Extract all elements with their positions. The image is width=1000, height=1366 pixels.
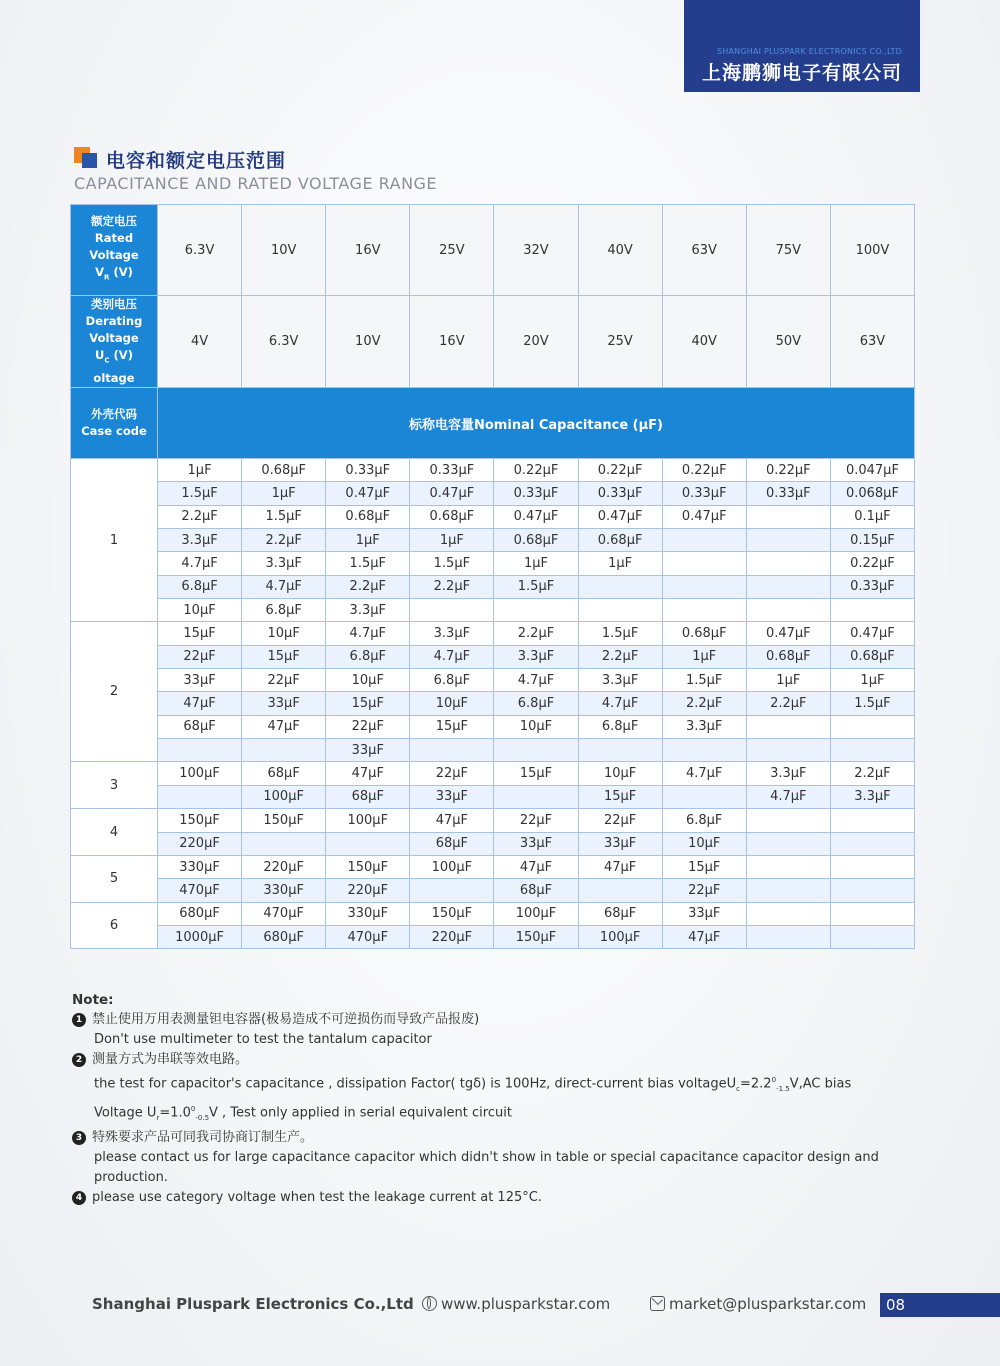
capacitance-cell: 47μF [662,925,746,948]
capacitance-cell [830,855,914,878]
derating-voltage-cell: 63V [830,296,914,388]
capacitance-cell [494,785,578,808]
case-code-header-row [71,388,915,459]
capacitance-cell: 220μF [158,832,242,855]
capacitance-cell: 100μF [158,762,242,785]
capacitance-cell [662,739,746,762]
capacitance-cell: 1μF [746,669,830,692]
capacitance-cell [662,575,746,598]
capacitance-cell: 15μF [158,622,242,645]
derating-voltage-cell: 20V [494,296,578,388]
case-code-cell: 1 [71,459,158,622]
capacitance-cell: 10μF [242,622,326,645]
capacitance-cell: 0.1μF [830,505,914,528]
capacitance-cell: 10μF [662,832,746,855]
capacitance-cell: 2.2μF [410,575,494,598]
capacitance-cell [746,715,830,738]
capacitance-cell [830,599,914,622]
capacitance-cell: 15μF [410,715,494,738]
capacitance-cell: 3.3μF [158,529,242,552]
table-row [71,785,915,808]
capacitance-cell: 6.8μF [158,575,242,598]
capacitance-cell: 0.047μF [830,459,914,482]
capacitance-cell: 1.5μF [242,505,326,528]
capacitance-cell: 0.33μF [830,575,914,598]
capacitance-cell: 0.33μF [494,482,578,505]
globe-icon [422,1296,437,1311]
capacitance-cell [410,879,494,902]
capacitance-cell: 2.2μF [746,692,830,715]
capacitance-cell: 6.8μF [494,692,578,715]
table-row [71,809,915,832]
bullet-3-icon: 3 [72,1131,86,1145]
case-code-cell: 3 [71,762,158,809]
capacitance-cell: 0.47μF [410,482,494,505]
capacitance-cell: 0.68μF [494,529,578,552]
table-row [71,902,915,925]
table-row [71,739,915,762]
capacitance-cell: 4.7μF [662,762,746,785]
table-row [71,482,915,505]
capacitance-cell: 2.2μF [830,762,914,785]
capacitance-cell: 0.47μF [326,482,410,505]
capacitance-cell: 15μF [242,645,326,668]
capacitance-cell: 1.5μF [830,692,914,715]
bullet-2-icon: 2 [72,1053,86,1067]
capacitance-cell: 6.8μF [242,599,326,622]
table-row [71,529,915,552]
capacitance-cell: 68μF [410,832,494,855]
capacitance-cell: 33μF [494,832,578,855]
capacitance-cell [746,925,830,948]
capacitance-cell: 47μF [578,855,662,878]
capacitance-cell: 330μF [242,879,326,902]
rated-voltage-cell: 32V [494,205,578,296]
rated-voltage-cell: 25V [410,205,494,296]
capacitance-cell: 220μF [326,879,410,902]
capacitance-cell: 15μF [578,785,662,808]
capacitance-cell: 15μF [662,855,746,878]
capacitance-cell: 6.8μF [410,669,494,692]
rated-voltage-cell: 63V [662,205,746,296]
capacitance-cell: 4.7μF [578,692,662,715]
capacitance-cell [158,785,242,808]
capacitance-cell: 22μF [578,809,662,832]
capacitance-cell [410,739,494,762]
note-1-zh: 禁止使用万用表测量钽电容器(极易造成不可逆损伤而导致产品报废) [92,1012,480,1027]
footer-company: Shanghai Pluspark Electronics Co.,Ltd [92,1295,414,1313]
capacitance-cell: 10μF [578,762,662,785]
note-3-zh: 特殊要求产品可同我司协商订制生产。 [92,1129,314,1145]
bullet-4-icon: 4 [72,1191,86,1205]
table-row [71,575,915,598]
capacitance-cell [578,739,662,762]
capacitance-cell: 0.68μF [410,505,494,528]
capacitance-cell: 4.7μF [158,552,242,575]
capacitance-cell: 0.47μF [578,505,662,528]
capacitance-cell [578,599,662,622]
capacitance-cell [830,832,914,855]
capacitance-cell: 2.2μF [242,529,326,552]
capacitance-cell [662,552,746,575]
case-code-cell: 5 [71,855,158,902]
brand-name-en: SHANGHAI PLUSPARK ELECTRONICS CO.,LTD [717,47,902,56]
capacitance-cell: 150μF [410,902,494,925]
table-row [71,669,915,692]
capacitance-cell: 68μF [578,902,662,925]
table-row [71,879,915,902]
capacitance-cell [746,575,830,598]
capacitance-cell: 47μF [242,715,326,738]
capacitance-cell: 0.68μF [662,622,746,645]
case-code-cell: 6 [71,902,158,949]
notes-title: Note: [72,992,114,1008]
envelope-icon [650,1296,665,1311]
capacitance-cell: 47μF [410,809,494,832]
capacitance-cell: 0.22μF [662,459,746,482]
capacitance-cell: 680μF [158,902,242,925]
capacitance-cell: 0.22μF [830,552,914,575]
capacitance-cell: 68μF [242,762,326,785]
rated-voltage-cell: 16V [326,205,410,296]
capacitance-cell: 1000μF [158,925,242,948]
derating-voltage-cell: 50V [746,296,830,388]
note-4: please use category voltage when test the leakage current at 125°C. [92,1189,542,1205]
capacitance-cell [746,505,830,528]
capacitance-cell: 0.22μF [578,459,662,482]
derating-voltage-row [71,296,915,388]
capacitance-cell: 100μF [494,902,578,925]
capacitance-cell: 100μF [410,855,494,878]
capacitance-table [70,204,915,949]
capacitance-cell: 100μF [242,785,326,808]
bullet-1-icon: 1 [72,1013,86,1027]
capacitance-cell: 4.7μF [242,575,326,598]
capacitance-cell: 10μF [494,715,578,738]
page-number-box [880,1293,1000,1317]
capacitance-cell: 0.47μF [746,622,830,645]
capacitance-cell: 1.5μF [326,552,410,575]
capacitance-cell: 10μF [410,692,494,715]
capacitance-cell: 0.33μF [746,482,830,505]
capacitance-cell: 470μF [158,879,242,902]
note-2-en-line1: the test for capacitor's capacitance , dissipation Factor( tgδ) is 100Hz, direct-current bias $voltageU_c=2.2^0_{-1.5}V,AC$ bias [94,1076,852,1093]
capacitance-cell: 22μF [494,809,578,832]
table-row [71,622,915,645]
capacitance-cell: 22μF [410,762,494,785]
capacitance-cell: 68μF [158,715,242,738]
capacitance-cell [830,809,914,832]
derating-voltage-cell: 4V [158,296,242,388]
capacitance-cell: 47μF [158,692,242,715]
capacitance-cell [830,739,914,762]
capacitance-cell: 220μF [410,925,494,948]
capacitance-cell: 220μF [242,855,326,878]
capacitance-cell: 150μF [494,925,578,948]
capacitance-cell [746,739,830,762]
capacitance-cell: 2.2μF [662,692,746,715]
capacitance-cell: 15μF [494,762,578,785]
capacitance-cell: 3.3μF [746,762,830,785]
capacitance-cell: 4.7μF [410,645,494,668]
capacitance-cell [410,599,494,622]
derating-voltage-cell: 6.3V [242,296,326,388]
brand-header [684,0,920,92]
capacitance-cell [746,599,830,622]
capacitance-cell: 0.068μF [830,482,914,505]
capacitance-cell: 0.22μF [494,459,578,482]
table-row [71,762,915,785]
capacitance-cell [326,832,410,855]
table-row [71,459,915,482]
capacitance-cell: 3.3μF [578,669,662,692]
table-row [71,925,915,948]
capacitance-cell: 1μF [662,645,746,668]
capacitance-cell: 2.2μF [326,575,410,598]
capacitance-cell: 0.47μF [494,505,578,528]
capacitance-cell: 2.2μF [578,645,662,668]
capacitance-cell: 10μF [326,669,410,692]
section-title-zh: 电容和额定电压范围 [106,150,287,172]
rated-voltage-label: 额定电压 Rated Voltage $V_R$ (V) [71,205,158,296]
capacitance-cell: 6.8μF [326,645,410,668]
section-square-icon [74,147,98,169]
capacitance-cell: 150μF [158,809,242,832]
capacitance-cell: 68μF [494,879,578,902]
rated-voltage-cell: 100V [830,205,914,296]
capacitance-cell [662,529,746,552]
capacitance-cell [746,855,830,878]
capacitance-cell: 1.5μF [158,482,242,505]
capacitance-cell: 33μF [410,785,494,808]
capacitance-cell: 1.5μF [662,669,746,692]
note-2-zh: 测量方式为串联等效电路。 [92,1052,249,1067]
table-row [71,505,915,528]
capacitance-cell: 1.5μF [494,575,578,598]
table-row [71,599,915,622]
capacitance-cell [746,879,830,902]
rated-voltage-row [71,205,915,296]
capacitance-cell: 6.8μF [662,809,746,832]
capacitance-cell: 470μF [242,902,326,925]
capacitance-cell: 15μF [326,692,410,715]
footer-website-link[interactable]: www.plusparkstar.com [422,1295,610,1313]
capacitance-cell [746,902,830,925]
derating-voltage-label: 类别电压 Derating Voltage $U_C$ (V) oltage [71,296,158,388]
capacitance-cell [662,599,746,622]
capacitance-cell: 1μF [578,552,662,575]
capacitance-cell [746,552,830,575]
capacitance-cell [242,739,326,762]
capacitance-cell: 3.3μF [242,552,326,575]
capacitance-cell: 1.5μF [578,622,662,645]
case-code-cell: 4 [71,809,158,856]
capacitance-cell [746,832,830,855]
capacitance-cell: 4.7μF [746,785,830,808]
brand-name-zh: 上海鹏狮电子有限公司 [701,62,902,84]
capacitance-cell: 2.2μF [158,505,242,528]
capacitance-cell [494,599,578,622]
capacitance-cell: 0.47μF [662,505,746,528]
capacitance-cell: 6.8μF [578,715,662,738]
capacitance-cell: 0.33μF [410,459,494,482]
capacitance-cell: 330μF [326,902,410,925]
table-row [71,645,915,668]
capacitance-cell: 22μF [326,715,410,738]
derating-voltage-cell: 10V [326,296,410,388]
capacitance-cell: 33μF [662,902,746,925]
capacitance-cell: 0.68μF [746,645,830,668]
capacitance-cell: 22μF [158,645,242,668]
page-number: 08 [886,1296,906,1314]
capacitance-cell [830,925,914,948]
derating-voltage-cell: 40V [662,296,746,388]
capacitance-cell: 0.33μF [326,459,410,482]
capacitance-cell: 0.22μF [746,459,830,482]
note-1-en: Don't use multimeter to test the tantalum capacitor [94,1032,432,1047]
capacitance-cell: 470μF [326,925,410,948]
rated-voltage-cell: 6.3V [158,205,242,296]
capacitance-cell: 0.47μF [830,622,914,645]
capacitance-cell: 100μF [578,925,662,948]
nominal-capacitance-header: 标称电容量Nominal Capacitance (μF) [158,388,915,459]
rated-voltage-cell: 10V [242,205,326,296]
derating-voltage-cell: 16V [410,296,494,388]
rated-voltage-cell: 75V [746,205,830,296]
notes-section [72,990,879,1208]
section-title-en: CAPACITANCE AND RATED VOLTAGE RANGE [74,174,438,193]
table-row [71,855,915,878]
table-row [71,832,915,855]
capacitance-cell [578,575,662,598]
note-3-en-line2: production. [94,1169,168,1185]
capacitance-cell: 1.5μF [410,552,494,575]
capacitance-cell [830,879,914,902]
case-code-cell: 2 [71,622,158,762]
rated-voltage-cell: 40V [578,205,662,296]
capacitance-cell: 47μF [326,762,410,785]
capacitance-cell: 1μF [830,669,914,692]
capacitance-cell [494,739,578,762]
capacitance-cell: 33μF [158,669,242,692]
table-row [71,715,915,738]
capacitance-cell: 0.68μF [326,505,410,528]
table-row [71,552,915,575]
note-2-en-line2: Voltage $U_r=1.0^0_{-0.5}V$ , Test only applied in serial equivalent circuit [94,1104,512,1122]
capacitance-cell: 330μF [158,855,242,878]
footer [0,1290,1000,1320]
capacitance-cell: 2.2μF [494,622,578,645]
capacitance-cell: 150μF [326,855,410,878]
capacitance-cell: 0.33μF [662,482,746,505]
capacitance-cell [158,739,242,762]
capacitance-cell: 3.3μF [830,785,914,808]
capacitance-cell: 4.7μF [326,622,410,645]
capacitance-cell: 33μF [578,832,662,855]
capacitance-cell: 3.3μF [326,599,410,622]
capacitance-cell: 0.68μF [578,529,662,552]
capacitance-cell: 3.3μF [410,622,494,645]
capacitance-cell: 33μF [242,692,326,715]
capacitance-cell [746,529,830,552]
capacitance-cell: 10μF [158,599,242,622]
capacitance-cell: 0.68μF [830,645,914,668]
capacitance-cell: 100μF [326,809,410,832]
capacitance-cell: 33μF [326,739,410,762]
note-3-en-line1: please contact us for large capacitance capacitor which didn't show in table or special capacitance capacitor design and [94,1149,879,1165]
capacitance-cell: 1μF [242,482,326,505]
capacitance-cell [746,809,830,832]
capacitance-cell: 22μF [662,879,746,902]
table-row [71,692,915,715]
capacitance-cell: 4.7μF [494,669,578,692]
capacitance-cell: 47μF [494,855,578,878]
capacitance-cell [662,785,746,808]
capacitance-cell [578,879,662,902]
capacitance-cell: 150μF [242,809,326,832]
capacitance-cell: 3.3μF [662,715,746,738]
capacitance-cell [830,715,914,738]
capacitance-cell [242,832,326,855]
capacitance-cell: 0.33μF [578,482,662,505]
capacitance-cell: 680μF [242,925,326,948]
capacitance-cell [830,902,914,925]
capacitance-cell: 22μF [242,669,326,692]
capacitance-cell: 1μF [326,529,410,552]
capacitance-cell: 1μF [158,459,242,482]
case-code-label: 外壳代码 Case code [71,388,158,459]
capacitance-cell: 0.68μF [242,459,326,482]
footer-email-link[interactable]: market@plusparkstar.com [650,1295,866,1313]
capacitance-cell: 3.3μF [494,645,578,668]
capacitance-cell: 0.15μF [830,529,914,552]
derating-voltage-cell: 25V [578,296,662,388]
capacitance-cell: 68μF [326,785,410,808]
capacitance-cell: 1μF [494,552,578,575]
capacitance-cell: 1μF [410,529,494,552]
